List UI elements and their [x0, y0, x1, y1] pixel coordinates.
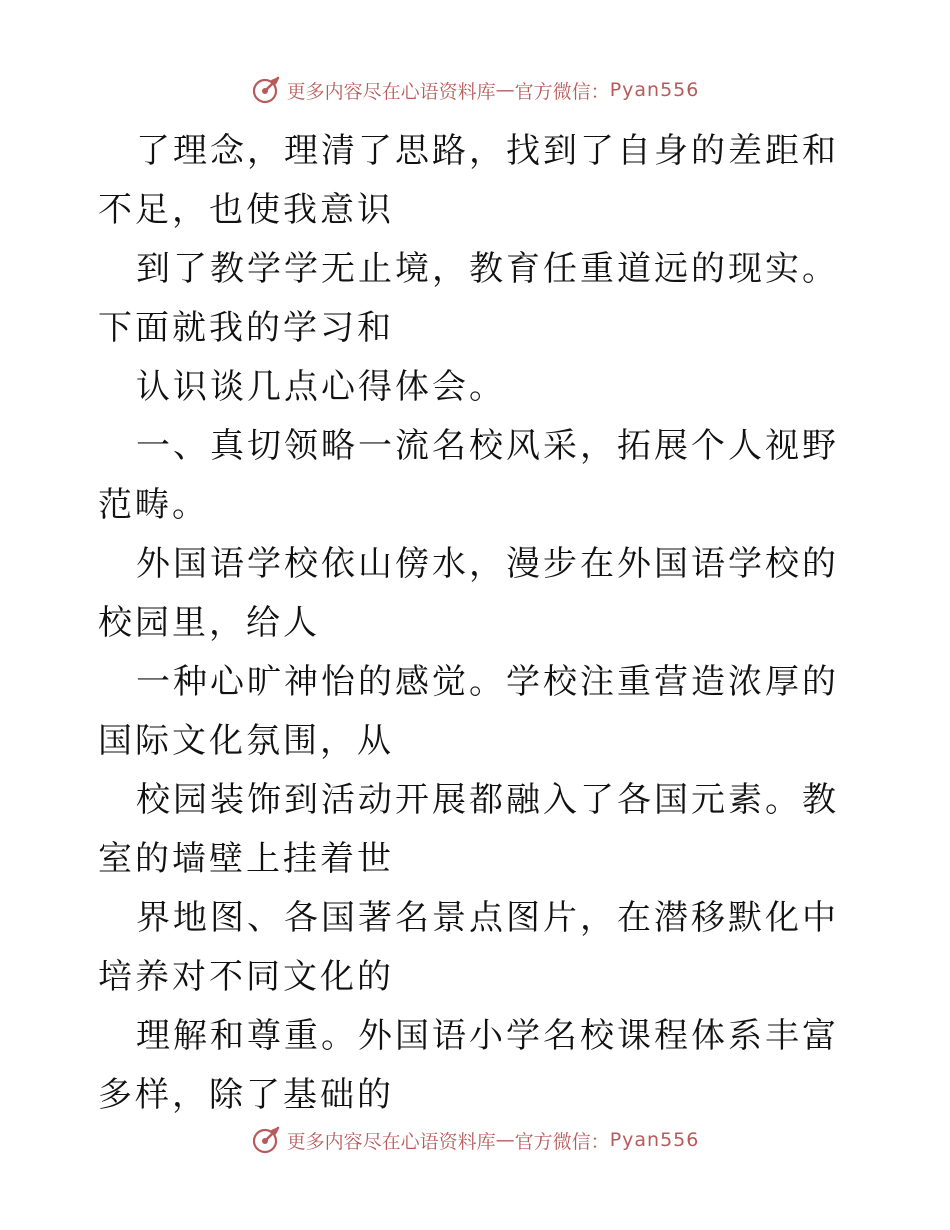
watermark-text: 更多内容尽在心语资料库 — [286, 80, 496, 103]
paragraph: 认识谈几点心得体会。 — [136, 367, 506, 407]
footer-watermark — [0, 1120, 950, 1160]
paragraph: 外国语学校依山傍水，漫步在外国语学校的校园里，给人 — [98, 544, 839, 643]
watermark-wechat-label: 官方微信： — [514, 80, 610, 103]
paragraph: 了理念，理清了思路，找到了自身的差距和不足，也使我意识 — [98, 131, 839, 230]
watermark-separator: — — [495, 79, 515, 101]
quill-logo-icon — [251, 75, 281, 105]
watermark-wechat-id: Pyan556 — [609, 1129, 700, 1151]
paragraph: 理解和尊重。外国语小学名校课程体系丰富多样，除了基础的 — [98, 1016, 839, 1115]
paragraph: 界地图、各国著名景点图片，在潜移默化中培养对不同文化的 — [98, 898, 839, 997]
quill-logo-icon — [251, 1125, 281, 1155]
document-body — [98, 122, 858, 1125]
section-heading: 一、真切领略一流名校风采，拓展个人视野范畴。 — [98, 426, 839, 525]
watermark-text: 更多内容尽在心语资料库 — [286, 1130, 496, 1153]
paragraph: 校园装饰到活动开展都融入了各国元素。教室的墙壁上挂着世 — [98, 780, 839, 879]
header-watermark — [0, 70, 950, 110]
watermark-separator: — — [495, 1129, 515, 1151]
paragraph: 一种心旷神怡的感觉。学校注重营造浓厚的国际文化氛围，从 — [98, 662, 839, 761]
watermark-wechat-label: 官方微信： — [514, 1130, 610, 1153]
paragraph: 到了教学学无止境，教育任重道远的现实。下面就我的学习和 — [98, 249, 839, 348]
watermark-wechat-id: Pyan556 — [609, 79, 700, 101]
